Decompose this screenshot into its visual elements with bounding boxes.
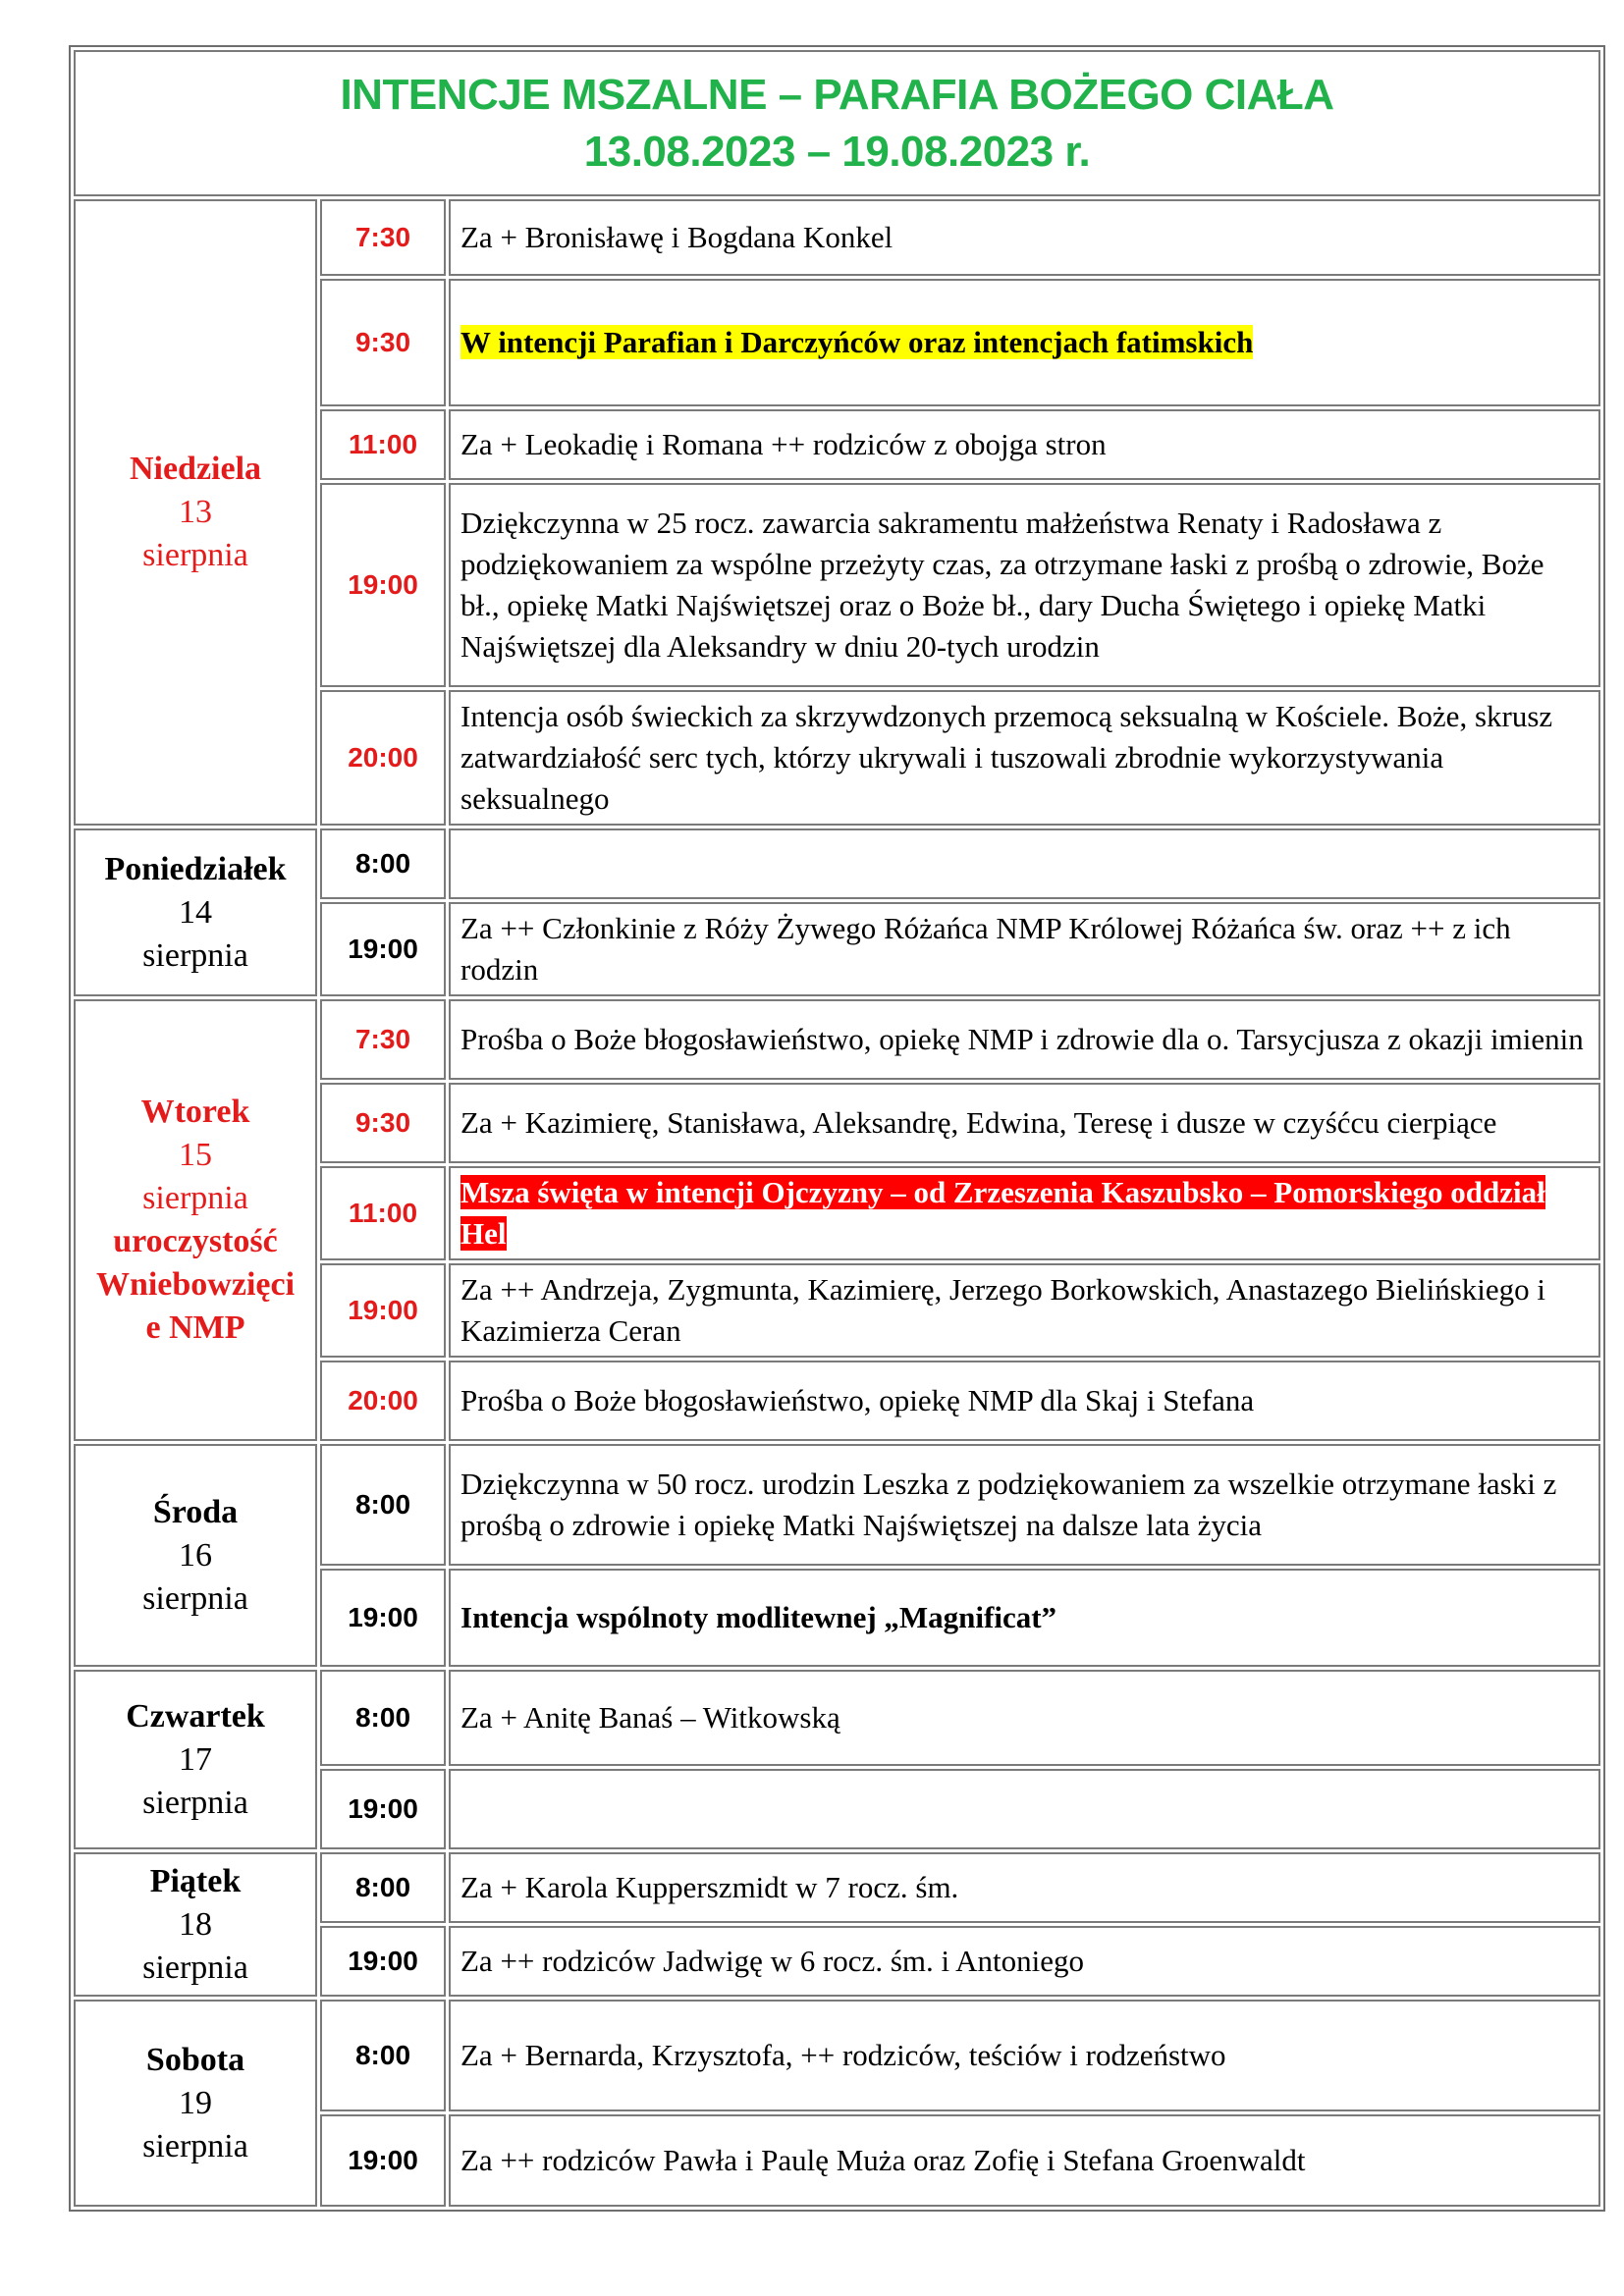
day-date: 17 [179, 1740, 212, 1778]
mass-time: 8:00 [320, 2000, 446, 2111]
day-name: Piątek [149, 1862, 242, 1899]
day-date: 18 [179, 1905, 212, 1943]
intention-text: Dziękczynna w 25 rocz. zawarcia sakramentu małżeństwa Renaty i Radosława z podziękowaniem za wspólne przeżyty czas, za otrzymane łaski z prośbą o zdrowie, Boże bł., opiekę Matki Najświętszej oraz o Boże bł., dary Ducha Świętego i opiekę Matki Najświętszej dla Aleksandry w dniu 20-tych urodzin [460, 506, 1544, 664]
intention-text: Intencja wspólnoty modlitewnej „Magnificat” [460, 1600, 1057, 1634]
day-month: sierpnia [142, 1949, 248, 1986]
intention-text: Dziękczynna w 50 rocz. urodzin Leszka z podziękowaniem za wszelkie otrzymane łaski z prośbą o zdrowie i opiekę Matki Najświętszej na dalsze lata życia [460, 1467, 1557, 1542]
intention-text: Za + Karola Kupperszmidt w 7 rocz. śm. [460, 1870, 959, 1904]
intention-cell [449, 199, 1600, 276]
mass-time: 19:00 [320, 2114, 446, 2207]
mass-time: 19:00 [320, 1926, 446, 1997]
intention-text: Prośba o Boże błogosławieństwo, opiekę NMP dla Skaj i Stefana [460, 1383, 1255, 1417]
day-name: Sobota [145, 2041, 245, 2078]
day-cell [74, 199, 317, 826]
mass-time: 7:30 [320, 999, 446, 1080]
mass-time: 19:00 [320, 902, 446, 996]
mass-time: 8:00 [320, 828, 446, 899]
intention-cell [449, 1166, 1600, 1260]
day-cell [74, 999, 317, 1441]
mass-row [74, 1852, 1600, 1923]
intentions-document [69, 45, 1605, 2212]
mass-time: 8:00 [320, 1444, 446, 1566]
feast-name: e NMP [145, 1309, 245, 1346]
day-month: sierpnia [142, 2127, 248, 2164]
mass-time: 8:00 [320, 1852, 446, 1923]
mass-time: 8:00 [320, 1670, 446, 1766]
intention-cell [449, 1263, 1600, 1358]
intention-text: Za + Leokadię i Romana ++ rodziców z obojga stron [460, 427, 1107, 461]
day-name: Poniedziałek [104, 850, 287, 887]
mass-row [74, 828, 1600, 899]
day-date: 16 [179, 1536, 212, 1574]
day-name: Niedziela [129, 451, 262, 487]
mass-time: 19:00 [320, 1769, 446, 1849]
day-month: sierpnia [142, 1579, 248, 1617]
day-date: 15 [179, 1137, 212, 1173]
intention-text: Za ++ Andrzeja, Zygmunta, Kazimierę, Jerzego Borkowskich, Anastazego Bielińskiego i Kazimierza Ceran [460, 1272, 1546, 1348]
intention-text: Za ++ rodziców Pawła i Paulę Muża oraz Zofię i Stefana Groenwaldt [460, 2143, 1306, 2177]
day-cell [74, 1852, 317, 1997]
mass-time: 11:00 [320, 1166, 446, 1260]
day-name: Wtorek [140, 1094, 250, 1130]
mass-row [74, 199, 1600, 276]
feast-name: Wniebowzięci [95, 1266, 296, 1303]
intention-text: Msza święta w intencji Ojczyzny – od Zrzeszenia Kaszubsko – Pomorskiego oddział Hel [460, 1175, 1545, 1251]
day-date: 14 [179, 893, 212, 931]
intention-cell [449, 1569, 1600, 1667]
mass-row [74, 2000, 1600, 2111]
mass-row [74, 1670, 1600, 1766]
mass-time: 9:30 [320, 279, 446, 406]
intention-text: Intencja osób świeckich za skrzywdzonych przemocą seksualną w Kościele. Boże, skrusz zatwardziałość serc tych, którzy ukrywali i tuszowali zbrodnie wykorzystywania seksualnego [460, 699, 1553, 816]
intention-text: Za + Kazimierę, Stanisława, Aleksandrę, Edwina, Teresę i dusze w czyśćcu cierpiące [460, 1105, 1497, 1140]
mass-row [74, 1444, 1600, 1566]
day-month: sierpnia [142, 1180, 248, 1216]
intention-text: W intencji Parafian i Darczyńców oraz intencjach fatimskich [460, 325, 1254, 359]
intention-cell [449, 409, 1600, 480]
mass-time: 20:00 [320, 1361, 446, 1441]
intention-cell [449, 2114, 1600, 2207]
mass-time: 11:00 [320, 409, 446, 480]
intention-text: Za ++ Członkinie z Róży Żywego Różańca NMP Królowej Różańca św. oraz ++ z ich rodzin [460, 911, 1511, 987]
feast-name: uroczystość [113, 1223, 278, 1259]
intention-cell [449, 902, 1600, 996]
intention-cell [449, 828, 1600, 899]
mass-intentions-table [69, 45, 1605, 2212]
intention-cell [449, 483, 1600, 687]
day-month: sierpnia [142, 537, 248, 573]
intention-cell [449, 1926, 1600, 1997]
day-date: 13 [179, 494, 212, 530]
day-cell [74, 1444, 317, 1667]
day-name: Czwartek [126, 1697, 265, 1735]
intention-cell [449, 1361, 1600, 1441]
title-row [74, 50, 1600, 196]
title-cell [74, 50, 1600, 196]
day-cell [74, 828, 317, 996]
day-cell [74, 1670, 317, 1849]
page-title: INTENCJE MSZALNE – PARAFIA BOŻEGO CIAŁA [340, 70, 1334, 119]
intention-cell [449, 690, 1600, 826]
day-month: sierpnia [142, 1784, 248, 1821]
intention-cell [449, 1444, 1600, 1566]
intention-cell [449, 1083, 1600, 1163]
mass-time: 7:30 [320, 199, 446, 276]
mass-time: 9:30 [320, 1083, 446, 1163]
intention-cell [449, 1670, 1600, 1766]
intention-text: Za + Bronisławę i Bogdana Konkel [460, 220, 893, 254]
intention-text: Za ++ rodziców Jadwigę w 6 rocz. śm. i Antoniego [460, 1944, 1085, 1978]
day-cell [74, 2000, 317, 2207]
date-range: 13.08.2023 – 19.08.2023 r. [583, 127, 1091, 176]
mass-time: 19:00 [320, 1263, 446, 1358]
intention-cell [449, 279, 1600, 406]
intention-cell [449, 2000, 1600, 2111]
intention-text: Prośba o Boże błogosławieństwo, opiekę NMP i zdrowie dla o. Tarsycjusza z okazji imienin [460, 1022, 1584, 1056]
mass-row [74, 999, 1600, 1080]
intention-cell [449, 1852, 1600, 1923]
intention-cell [449, 1769, 1600, 1849]
intention-text: Za + Bernarda, Krzysztofa, ++ rodziców, teściów i rodzeństwo [460, 2038, 1226, 2072]
day-name: Środa [152, 1493, 239, 1530]
mass-time: 19:00 [320, 1569, 446, 1667]
day-month: sierpnia [142, 936, 248, 974]
day-date: 19 [179, 2084, 212, 2121]
intention-text: Za + Anitę Banaś – Witkowską [460, 1700, 840, 1735]
mass-time: 20:00 [320, 690, 446, 826]
mass-time: 19:00 [320, 483, 446, 687]
intention-cell [449, 999, 1600, 1080]
